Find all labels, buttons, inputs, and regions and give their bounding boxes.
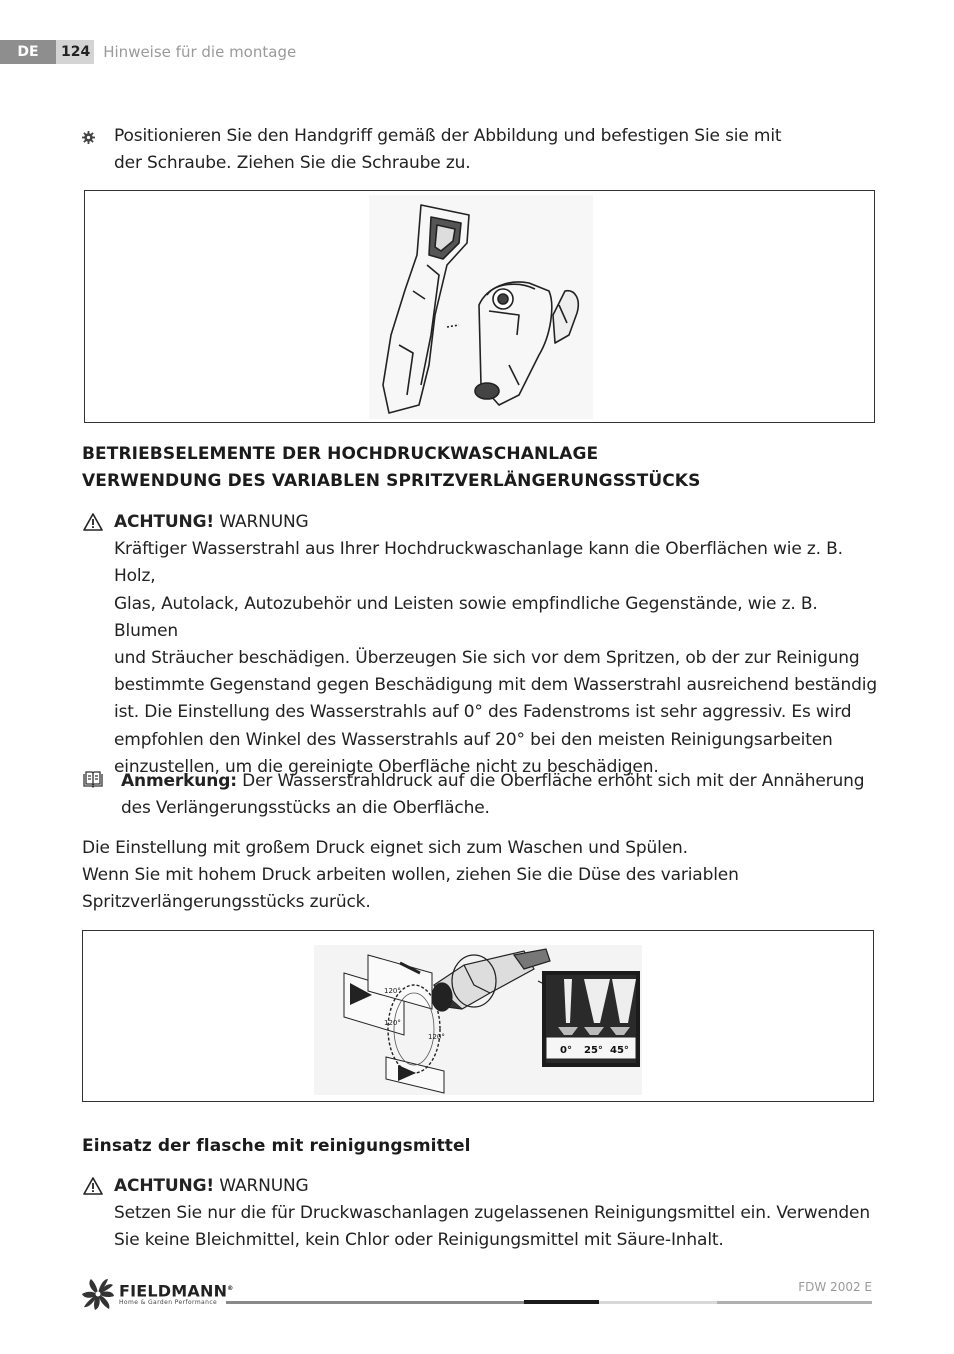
language-tab: DE: [0, 40, 56, 64]
figure-nozzle-box: [82, 930, 874, 1102]
warning-line: einzustellen, um die gereinigte Oberfläche nicht zu beschädigen.: [114, 756, 659, 777]
footer-bar-gray: [226, 1301, 524, 1304]
warning-block-2: [114, 1173, 884, 1255]
note-line: des Verlängerungsstücks an die Oberfläche.: [121, 798, 490, 819]
page-header: [0, 40, 296, 64]
warning-line: bestimmte Gegenstand gegen Beschädigung mit dem Wasserstrahl ausreichend beständig: [114, 675, 878, 696]
warning-label: WARNUNG: [214, 1176, 309, 1196]
spray-label: 45°: [610, 1045, 629, 1056]
footer-bar-mid: [717, 1301, 872, 1304]
angle-label: 120°: [384, 987, 401, 995]
step-text: Positionieren Sie den Handgriff gemäß der Abbildung und befestigen Sie sie mit der Schraube. Ziehen Sie die Schraube zu.: [114, 126, 782, 174]
warning-line: Sie keine Bleichmittel, kein Chlor oder Reinigungsmittel mit Säure-Inhalt.: [114, 1230, 724, 1251]
pressure-paragraph: [82, 835, 872, 917]
paragraph-line: Die Einstellung mit großem Druck eignet sich zum Waschen und Spülen.: [82, 838, 688, 858]
note-text: Der Wasserstrahldruck auf die Oberfläche erhöht sich mit der Annäherung: [236, 771, 865, 791]
page-number: 124: [56, 40, 94, 64]
note-title: Anmerkung:: [121, 771, 237, 791]
nozzle-adjustment-illustration: [314, 945, 642, 1095]
section-heading: [82, 441, 700, 495]
trademark: ®: [227, 1284, 234, 1292]
footer-bar-light: [599, 1301, 717, 1304]
note-block: [121, 768, 871, 822]
section-heading-line1: BETRIEBSELEMENTE DER HOCHDRUCKWASCHANLAGE: [82, 444, 599, 464]
header-title: Hinweise für die montage: [103, 43, 297, 61]
footer-bar-black: [524, 1300, 599, 1304]
brand-name: FIELDMANN: [119, 1281, 228, 1301]
figure-handle-box: [84, 190, 875, 423]
warning-triangle-icon: [83, 1177, 103, 1195]
warning-line: Kräftiger Wasserstrahl aus Ihrer Hochdruckwaschanlage kann die Oberflächen wie z. B. Holz,: [114, 539, 843, 587]
note-book-icon: [82, 770, 104, 788]
warning-title: ACHTUNG!: [114, 512, 214, 532]
warning-triangle-icon: [83, 513, 103, 531]
fieldmann-fan-logo: [81, 1277, 115, 1311]
brand-tagline: Home & Garden Performance: [119, 1299, 218, 1307]
handle-assembly-illustration: [369, 195, 593, 419]
warning-line: und Sträucher beschädigen. Überzeugen Sie sich vor dem Spritzen, ob der zur Reinigung: [114, 648, 860, 669]
angle-label: 120°: [428, 1033, 445, 1041]
spray-label: 0°: [560, 1045, 572, 1056]
gear-bullet-icon: [82, 131, 95, 144]
brand-logo: [81, 1277, 233, 1311]
warning-line: Setzen Sie nur die für Druckwaschanlagen zugelassenen Reinigungsmittel ein. Verwenden: [114, 1203, 870, 1224]
warning-line: ist. Die Einstellung des Wasserstrahls auf 0° des Fadenstroms ist sehr aggressiv. Es wird: [114, 702, 852, 723]
warning-title: ACHTUNG!: [114, 1176, 214, 1196]
warning-line: empfohlen den Winkel des Wasserstrahls auf 20° bei den meisten Reinigungsarbeiten: [114, 729, 833, 750]
warning-line: Glas, Autolack, Autozubehör und Leisten sowie empfindliche Gegenstände, wie z. B. Blumen: [114, 593, 818, 641]
warning-block-1: [114, 509, 884, 781]
section-heading-line2: VERWENDUNG DES VARIABLEN SPRITZVERLÄNGERUNGSSTÜCKS: [82, 471, 701, 491]
paragraph-line: Spritzverlängerungsstücks zurück.: [82, 892, 371, 913]
spray-label: 25°: [584, 1045, 603, 1056]
warning-label: WARNUNG: [214, 512, 309, 532]
cleaner-subheading: Einsatz der flasche mit reinigungsmittel: [82, 1136, 471, 1156]
model-number: FDW 2002 E: [798, 1280, 872, 1294]
paragraph-line: Wenn Sie mit hohem Druck arbeiten wollen, ziehen Sie die Düse des variablen: [82, 865, 739, 886]
angle-label: 120°: [384, 1019, 401, 1027]
